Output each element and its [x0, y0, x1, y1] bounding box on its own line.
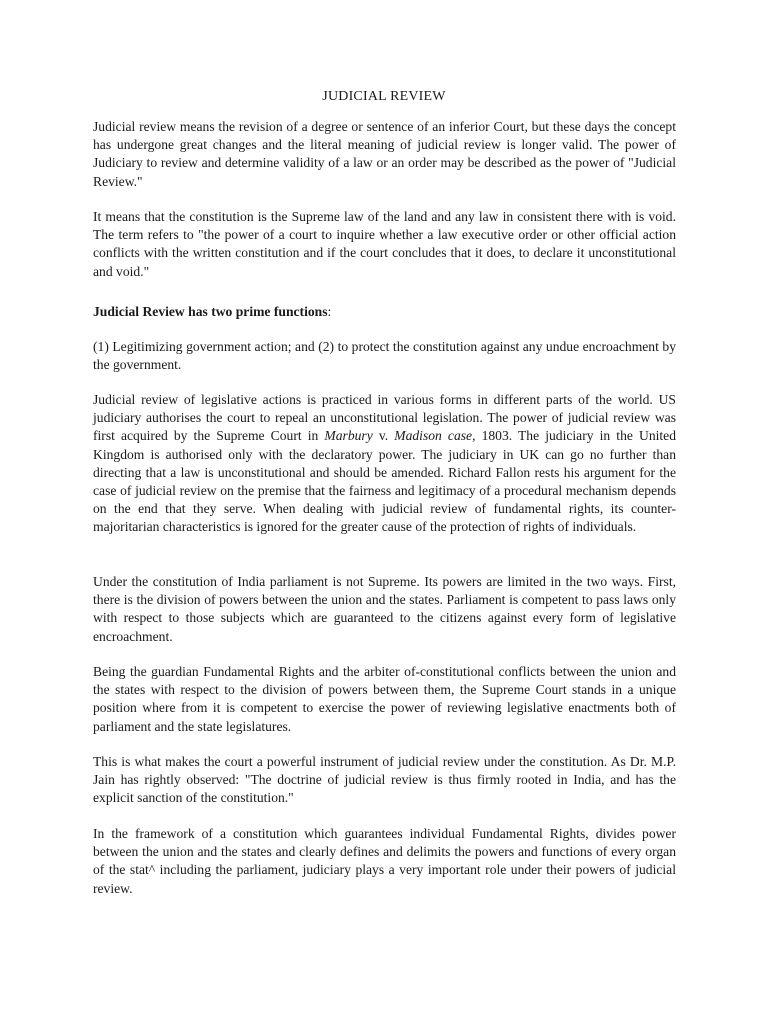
legislative-review-text-a: Judicial review of legislative actions is practiced in various forms in different parts of the world. US judiciary authorises the court to repeal an unconstitutional legislation. The power of judicial review was first acquired by the Supreme Court in [93, 392, 676, 444]
functions-heading-text: Judicial Review has two prime functions [93, 304, 328, 319]
page-title: JUDICIAL REVIEW [322, 89, 446, 104]
legislative-review-text-b: , 1803. The judiciary in the United Kingdom is authorised only with the declaratory power. The judiciary in UK can go no further than directing that a law is unconstitutional and should be amended. Richard Fallon rests his argument for the case of judicial review on the premise that the fairness and legitimacy of a procedural mechanism depends on the end that they serve. When dealing with judicial review of fundamental rights, its counter-majoritarian characteristics is ignored for the greater cause of the protection of rights of individuals. [93, 428, 676, 535]
case-versus: v. [372, 428, 395, 444]
paragraph-legislative-review [93, 391, 676, 537]
case-name-marbury: Marbury [324, 428, 373, 444]
functions-heading [93, 303, 676, 321]
case-name-madison: Madison case [394, 428, 473, 444]
paragraph-framework: In the framework of a constitution which guarantees individual Fundamental Rights, divides power between the union and the states and clearly defines and delimits the powers and functions of every organ of the stat^ including the parliament, judiciary plays a very important role under their powers of judicial review. [93, 826, 676, 896]
paragraph-powerful-instrument: This is what makes the court a powerful instrument of judicial review under the constitution. As Dr. M.P. Jain has rightly observed: "The doctrine of judicial review is thus firmly rooted in India, and has the explicit sanction of the constitution." [93, 754, 676, 806]
paragraph-india-parliament: Under the constitution of India parliament is not Supreme. Its powers are limited in the two ways. First, there is the division of powers between the union and the states. Parliament is competent to pass laws only with respect to those subjects which are guaranteed to the citizens against every form of legislative encroachment. [93, 574, 676, 644]
paragraph-definition: Judicial review means the revision of a degree or sentence of an inferior Court, but these days the concept has undergone great changes and the literal meaning of judicial review is longer valid. The power of Judiciary to review and determine validity of a law or an order may be described as the power of "Judicial Review." [93, 119, 676, 189]
paragraph-guardian: Being the guardian Fundamental Rights and the arbiter of-constitutional conflicts between the union and the states with respect to the division of powers between them, the Supreme Court stands in a unique position where from it is competent to exercise the power of reviewing legislative enactments both of parliament and the state legislatures. [93, 664, 676, 734]
paragraph-functions: (1) Legitimizing government action; and (2) to protect the constitution against any undue encroachment by the government. [93, 339, 676, 373]
paragraph-supreme-law: It means that the constitution is the Supreme law of the land and any law in consistent there with is void. The term refers to "the power of a court to inquire whether a law executive order or other official action conflicts with the written constitution and if the court concludes that it does, to declare it unconstitutional and void." [93, 209, 676, 279]
functions-heading-colon: : [327, 304, 332, 319]
